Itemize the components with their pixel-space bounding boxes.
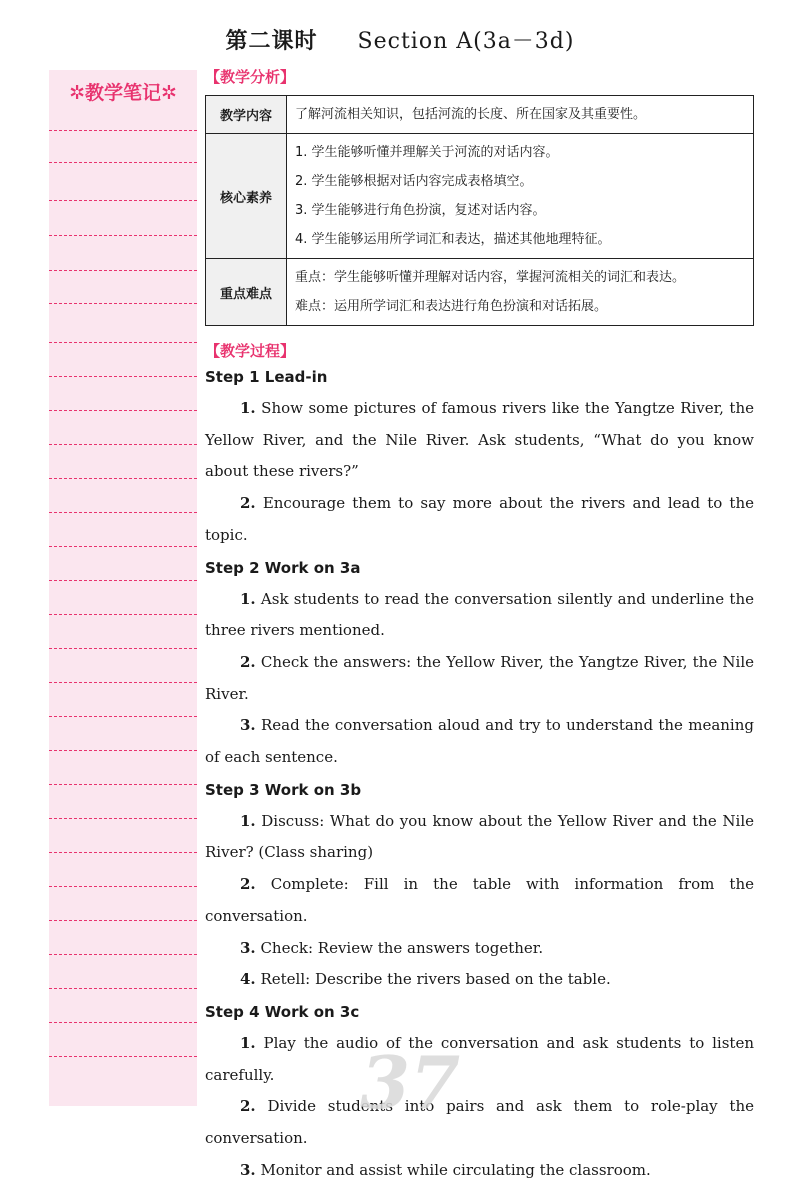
item-number: 4. [240,970,256,989]
step-item [205,1028,754,1091]
step-name: Work on 3c [264,1002,360,1021]
note-line [49,954,197,955]
item-text: Complete: Fill in the table with information from the conversation. [205,875,754,925]
note-line [49,270,197,271]
step-heading [205,361,754,393]
main-content [205,66,754,1186]
step-label: Step 1 [205,368,260,386]
step-label: Step 2 [205,558,260,577]
row-value [287,259,754,326]
notes-title: ✲教学笔记✲ [69,82,177,104]
item-text: Discuss: What do you know about the Yellow River and the Nile River? (Class sharing) [205,811,754,862]
step-item [205,964,754,996]
note-line [49,750,197,751]
step-heading [205,996,754,1028]
note-line [49,162,197,163]
note-line [49,1056,197,1057]
step-label: Step 4 [205,1002,260,1021]
step-item [205,869,754,932]
item-text: Monitor and assist while circulating the classroom. [260,1160,651,1179]
item-number: 2. [240,1097,256,1116]
competency-item: 1. 学生能够听懂并理解关于河流的对话内容。 [295,145,559,160]
step-label: Step 3 [205,780,260,799]
item-text: Read the conversation aloud and try to understand the meaning of each sentence. [205,716,754,767]
analysis-title: 【教学分析】 [205,68,296,86]
table-row [206,134,754,259]
item-number: 3. [240,1160,256,1179]
item-text: Ask students to read the conversation silently and underline the three rivers mentioned. [205,589,754,640]
row-label: 教学内容 [206,96,287,134]
note-line [49,716,197,717]
analysis-table [205,95,754,326]
section-label: Section A(3a－3d) [357,29,575,54]
note-line [49,988,197,989]
lesson-label: 第二课时 [225,29,318,54]
table-row [206,96,754,134]
difficulty: 难点：运用所学词汇和表达进行角色扮演和对话拓展。 [295,299,608,314]
step-item [205,393,754,488]
item-text: Show some pictures of famous rivers like the Yangtze River, the Yellow River, and the Nile River. Ask students, “What do you know about these rivers?” [205,399,754,481]
note-line [49,303,197,304]
item-text: Check the answers: the Yellow River, the Yangtze River, the Nile River. [205,652,754,703]
note-line [49,546,197,547]
note-line [49,818,197,819]
step-heading [205,774,754,806]
row-label: 核心素养 [206,134,287,259]
step-name: Work on 3a [264,558,361,577]
note-line [49,410,197,411]
item-number: 2. [240,494,256,513]
item-number: 1. [240,811,256,830]
item-number: 2. [240,875,256,894]
step-item [205,584,754,647]
step-item [205,647,754,710]
note-line [49,342,197,343]
row-value [287,96,754,134]
step-item [205,1155,754,1186]
item-text: Divide students into pairs and ask them to role-play the conversation. [205,1097,754,1148]
note-line [49,614,197,615]
note-line [49,1022,197,1023]
notes-sidebar [49,70,197,1106]
item-number: 1. [240,399,256,417]
process-title: 【教学过程】 [205,342,296,360]
note-line [49,478,197,479]
item-number: 1. [240,1033,256,1052]
item-text: Encourage them to say more about the rivers and lead to the topic. [205,494,754,544]
page-number: 37 [360,1040,461,1125]
item-number: 3. [240,938,256,957]
step-item [205,806,754,869]
note-line [49,852,197,853]
competency-item: 4. 学生能够运用所学词汇和表达，描述其他地理特征。 [295,232,611,247]
item-number: 2. [240,652,256,671]
item-text: Play the audio of the conversation and ask students to listen carefully. [205,1033,754,1084]
note-line [49,200,197,201]
note-line [49,444,197,445]
note-line [49,784,197,785]
note-line [49,682,197,683]
note-line [49,376,197,377]
item-text: Retell: Describe the rivers based on the table. [260,970,611,989]
step-item [205,1091,754,1154]
item-text: Check: Review the answers together. [260,938,544,957]
competency-item: 3. 学生能够进行角色扮演，复述对话内容。 [295,203,546,218]
table-row [206,259,754,326]
note-line [49,130,197,131]
step-name: Work on 3b [264,780,362,799]
note-line [49,920,197,921]
competency-item: 2. 学生能够根据对话内容完成表格填空。 [295,174,533,189]
row-label: 重点难点 [206,259,287,326]
step-item [205,710,754,773]
page-header [0,24,800,55]
item-number: 1. [240,589,256,608]
note-line [49,648,197,649]
note-line [49,580,197,581]
step-item [205,933,754,965]
step-name: Lead-in [264,368,328,386]
item-number: 3. [240,716,256,735]
note-line [49,235,197,236]
step-item [205,488,754,551]
content-text: 了解河流相关知识，包括河流的长度、所在国家及其重要性。 [295,107,647,122]
key-point: 重点：学生能够听懂并理解对话内容，掌握河流相关的词汇和表达。 [295,270,686,285]
note-line [49,886,197,887]
note-line [49,512,197,513]
step-heading [205,552,754,584]
row-value [287,134,754,259]
